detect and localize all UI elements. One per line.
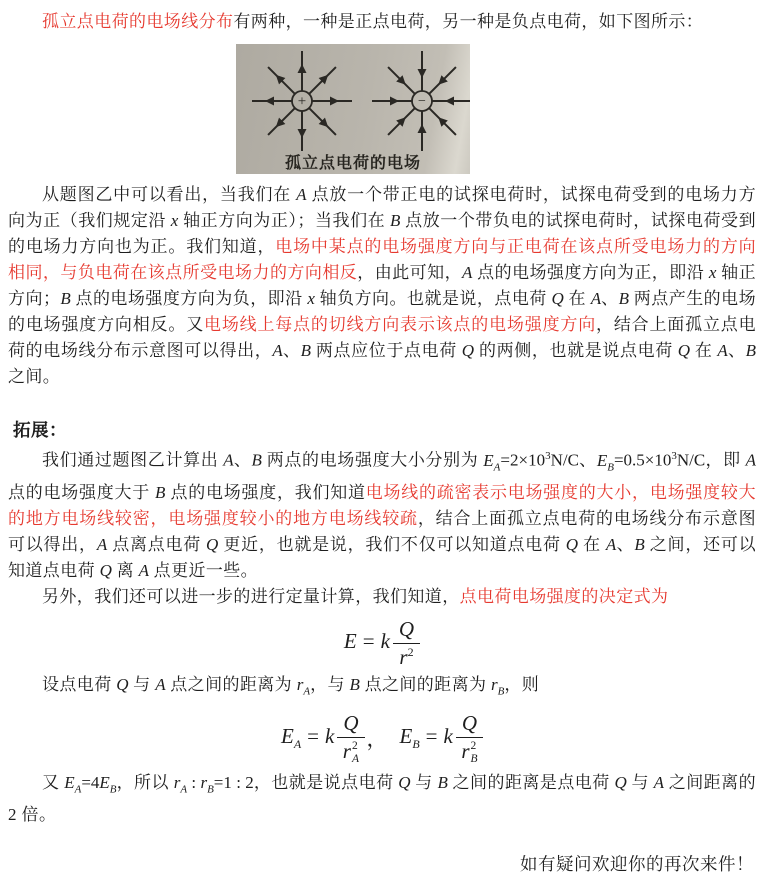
formula-lhs: E <box>343 629 357 653</box>
negative-charge-icon <box>372 51 470 151</box>
closing-remark: 如有疑问欢迎你的再次来件！ <box>520 854 754 875</box>
formula-eb-lhs: $E_B$ <box>399 724 420 752</box>
minus-sign: − <box>418 94 426 109</box>
fraction: $\frac{Q}{r^2}$ <box>393 617 420 669</box>
analysis-paragraph: 从题图乙中可以看出，当我们在 A 点放一个带正电的试探电荷时，试探电荷受到的电场力方向为正（我们规定沿 x 轴正方向为正）；当我们在 B 点放一个带负电的试探电荷时，试探电荷受到的电场力方向也为正。我们知道，电场中某点的电场强度方向与正电荷在该点所受电场力的方向相同，与负电荷在该点所受电场力的方向相反，由此可知，A 点的电场强度方向为正，即沿 x 轴正方向；B 点的电场强度方向为负，即沿 x 轴负方向。也就是说，点电荷 Q 在 A、B 两点产生的电场的电场强度方向相反。又电场线上每点的切线方向表示该点的电场强度方向，结合上面孤立点电荷的电场线分布示意图可以得出，A、B 两点应位于点电荷 Q 的两侧，也就是说点电荷 Q 在 A、B 之间。 <box>8 185 757 386</box>
conclusion-paragraph: 又 $E_A=4E_B$，所以 $r_A$ : $r_B=1$ : 2，也就是说点电荷 Q 与 B 之间的距离是点电荷 Q 与 A 之间距离的 2 倍。 <box>8 772 757 825</box>
intro-paragraph: 孤立点电荷的电场线分布有两种，一种是正点电荷，另一种是负点电荷，如下图所示： <box>42 12 704 31</box>
extension-heading: 拓展： <box>13 420 67 440</box>
plus-sign: + <box>297 93 307 110</box>
positive-charge-icon <box>252 51 352 151</box>
formula-ea-eb: $E_A = k$ Q r 2 A ， $E_B = k$ Q r 2 B <box>8 711 756 766</box>
extension-paragraph-2: 另外，我们还可以进一步的进行定量计算，我们知道，点电荷电场强度的决定式为 <box>42 587 669 607</box>
fraction-b: Q r 2 B <box>456 711 483 766</box>
extension-paragraph-1: 我们通过题图乙计算出 A、B 两点的电场强度大小分别为 $E_A=2\times 10^3N/C$、$E_B=0.5\times 10^3N/C$，即 A 点的电场强度大于 B 点的电场强度，我们知道电场线的疏密表示电场强度的大小，电场强度较大的地方电场线较密，电场强度较小的地方电场线较疏，结合上面孤立点电荷的电场线分布示意图可以得出，A 点离点电荷 Q 更近，也就是说，我们不仅可以知道点电荷 Q 在 A、B 之间，还可以知道点电荷 Q 离 A 点更近一些。 <box>8 450 756 581</box>
fraction-a: Q r 2 A <box>337 711 364 766</box>
distance-definition-paragraph: 设点电荷 Q 与 A 点之间的距离为 $r_A$，与 B 点之间的距离为 $r_B$，则 <box>42 675 540 698</box>
formula-point-charge-field: E = k $\frac{Q}{r^2}$ <box>8 617 756 669</box>
figure-caption: 孤立点电荷的电场 <box>284 153 421 172</box>
figure-isolated-point-charges <box>236 44 470 174</box>
formula-ea-lhs: $E_A$ <box>280 724 302 752</box>
